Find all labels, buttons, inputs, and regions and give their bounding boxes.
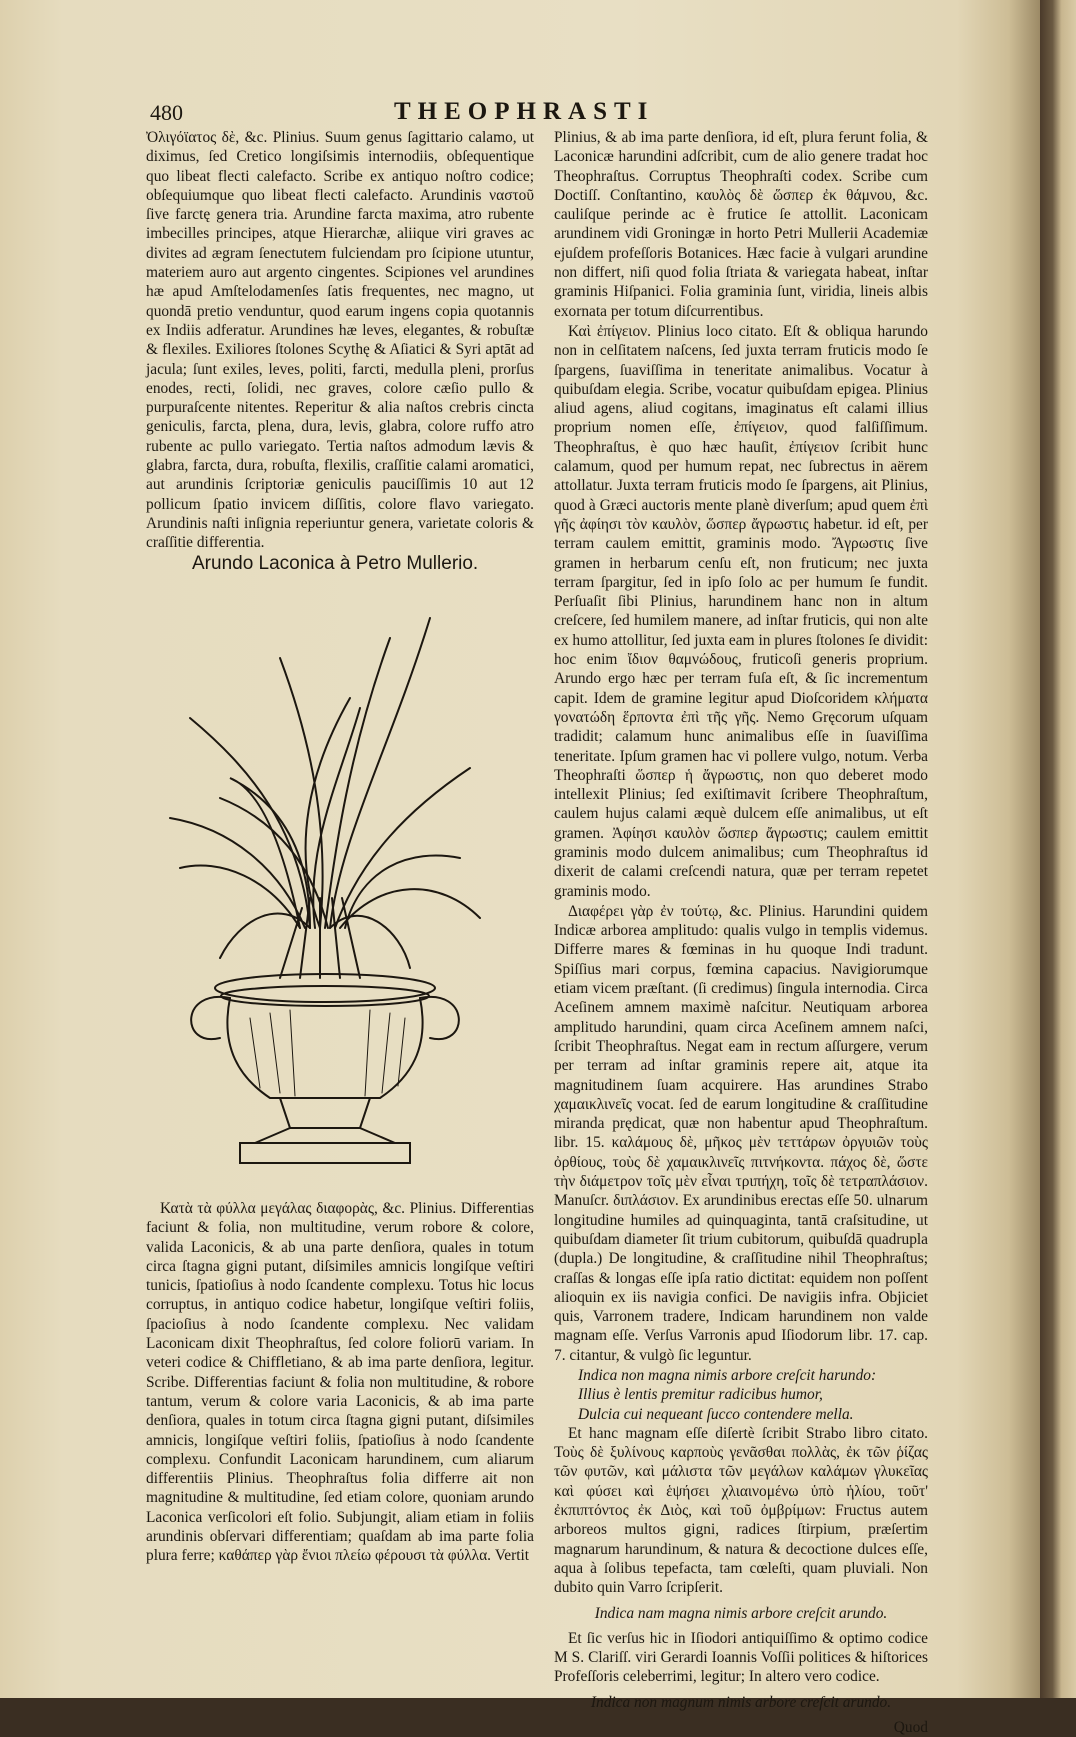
paragraph: Plinius, & ab ima parte denſiora, id eſt, plura ferunt folia, & Laconicæ harundini adſcribit, cum de alio genere tradat hoc Theophraſtus. Corruptus Theophraſti codex. Scribe cum Doctiſſ. Conſtantino, καυλὸς δὲ ὥσπερ ἐκ θάμνου, &c. cauliſque perinde ac è frutice ſe attollit. Laconicam arundinem vidi Groningæ in horto Petri Mullerii Academiæ ejuſdem profeſſoris Botanices. Hæc facie à vulgari arundine non differt, niſi quod folia ſtriata & variegata habeat, inſtar graminis Hiſpanici. Folia graminia ſunt, viridia, lineis albis exornata per totum diſcurrentibus. [554,129,928,320]
paragraph: Quod [893,1719,928,1737]
paragraph: Et ſic verſus hic in Iſiodori antiquiſſimo & optimo codice M S. Clariſſ. viri Gerardi Ioannis Voſſii politices & hiſtorices Profeſſoris celeberrimi, legitur; In altero vero codice. [554,1629,928,1686]
paragraph: Indica non magna nimis arbore creſcit harundo: [578,1367,877,1384]
page-number: 480 [150,100,183,125]
paragraph: Διαφέρει γὰρ ἐν τούτῳ, &c. Plinius. Harundini quidem Indicæ arborea amplitudo: qualis vulgo in templis videmus. Differre mares & fœminas in hu quoque Indi tradunt. Spiſſius mari corpus, fœmina capacius. Navigiorumque etiam vicem præſtant. (ſi credimus) ſingula internodia. Circa Aceſinem amnem maximè naſcitur. Neutiquam arborea amplitudo harundini, quam circa Aceſinem amnem naſci, ſcribit Theophraſtus. Negat eam in rectum aſſurgere, verum per terram ad inſtar graminis repere ait, atque ita magnitudinem ſuam acquirere. Has arundines Strabo χαμαικλινεῖς vocat. ſed de earum longitudine & craſſitudine miranda prędicat, quæ non habentur apud Theophraſtum. libr. 15. καλάμους δὲ, μῆκος μὲν τεττάρων ὀργυιῶν τοὺς ὀρθίους, τοὺς δὲ χαμαικλινεῖς πιτνήκοντα. πάχος δὲ, ὥστε τὴν διάμετρον τοῖς μὲν εἶναι τριπήχη, τοῖς δὲ τετραπλάσιον. Manuſcr. διπλάσιον. Ex arundinibus erectas eſſe 50. ulnarum longitudine humiles ad quinquaginta, tantā craſsitudine, ut quibuſdam diameter ſit trium cubitorum, quibuſdā quadrupla (dupla.) De longitudine, & craſſitudine nihil Theophraſtus; craſſas & longas eſſe ipſa ratio dictitat: equidem non poſſent alioquin ex iis navigia confici. De navigiis infra. Objiciet quis, Varronem tradere, Indicam harundinem non valde magnam eſſe. Verſus Varronis apud Iſiodorum libr. 17. cap. 7. citantur, & vulgò ſic leguntur. [554,902,928,1364]
paragraph: Καὶ ἐπίγειον. Plinius loco citato. Eſt & obliqua harundo non in celſitatem naſcens, ſed juxta terram fruticis modo ſe ſpargens, ſuaviſſima in teneritate animalibus. Vocatur à quibuſdam elegia. Scribe, vocatur quibuſdam epigea. Plinius aliud agens, aliud cogitans, imaginatus eſt calami illius proprium nomen eſſe, ἐπίγειον, quod falſiſſimum. Theophraſtus, è quo hæc hauſit, ἐπίγειον ſcribit hunc calamum, quod per humum repat, nec ſubrectus in aërem attollatur. Juxta terram fruticis modo ſe ſpargens, ait Plinius, quod à Græci auctoris mente planè diverſum; apud quem ἐπὶ γῆς ἀφίησι τὸν καυλὸν, ὥσπερ ἄγρωστις habetur. id eſt, per terram caulem emittit, graminis modo. Ἄγρωστις ſive gramen in herbarum cenſu eſt, non fruticum; nec juxta terram ſpargitur, ſed in ipſo ſolo ac per humum ſe fundit. Perſuaſit ſibi Plinius, harundinem hanc non in altum creſcere, ſed humilem manere, ad inſtar fruticis, qui non alte ex humo attollitur, ſed juxta eam in plures ſtolones ſe dividit: hoc enim ἴδιον θαμνώδους, fruticoſi generis proprium. Arundo ergo hæc per terram fuſa eſt, & ſic incrementum capit. Idem de gramine legitur apud Dioſcoridem κλήματα γονατώδη ἕρποντα ἐπὶ τῆς γῆς. Nemo Gręcorum uſquam tradidit; calamum hunc animalibus eſſe in ſuaviſſima teneritate. Ipſum gramen hac vi pollere vulgo, notum. Verba Theophraſti ὥσπερ ἡ ἄγρωστις, non quo deberet modo intellexit Plinius; ſed exiſtimavit ſcribere Theophraſtum, caulem hujus calami æquè dulcem eſſe animalibus, ut eſt gramen. Ἀφίησι καυλὸν ὥσπερ ἄγρωστις; caulem emittit graminis modo dulcem animalibus; cum Theophraſtus id dixerit de calami creſcendi natura, quæ per terram repetet graminis modo. [554,322,928,900]
paragraph: Κατὰ τὰ φύλλα μεγάλας διαφορὰς, &c. Plinius. Differentias faciunt & folia, non multitudine, verum robore & colore, valida Laconicis, & ab una parte denſiora, quales in totum circa ſtagna gigni putant, diſsimiles amnicis longiſque veſtiri tunicis, ſpatioſius à nodo ſcandente complexu. Totus hic locus corruptus, in antiquo codice habetur, longiſque veſtiri foliis, ſpacioſius à nodo ſcandente complexu. Nec validam Laconicam dixit Theophraſtus, ſed colore foliorū variam. In veteri codice & Chiffletiano, & ab ima parte denſiora, legitur. Scribe. Differentias faciunt & folia non multitudine, & robore tantum, verum & colore varia Laconicis, & ab ima parte denſiora, quales in totum circa ſtagna gigni putant, diſsimiles amnicis, longiſque veſtiri foliis, ſpatioſius à nodo ſcandente complexu. Confundit Laconicam harundinem, cum aliarum differentiis Plinius. Theophraſtus folia differre ait non magnitudine & multitudine, ſed etiam colore, quoniam arundo Laconica verſicolori eſt folio. Subjungit, aliam etiam in foliis arundinis obſervari differentiam; quaſdam ab ima parte folia plura ferre; καθάπερ γὰρ ἔνιοι πλείω φέρουσι τὰ φύλλα. Vertit [146,1200,534,1565]
paragraph: Indica nam magna nimis arbore creſcit arundo. [594,1604,888,1622]
reed-in-vase-woodcut [160,598,530,1188]
paragraph: Dulcia cui nequeant ſucco contendere mella. [578,1405,854,1423]
left-column-bottom [146,1199,534,1565]
right-column [554,128,928,1737]
paragraph: Illius è lentis premitur radicibus humor, [578,1386,823,1404]
running-head: THEOPHRASTI [394,98,655,125]
left-column-top [146,128,534,552]
book-gutter [1040,0,1076,1698]
figure-caption: Arundo Laconica à Petro Mullerio. [192,553,479,574]
paragraph: Indica non magnum nimis arbore creſcit arundo. [590,1693,892,1711]
paragraph: Et hanc magnam eſſe diſertè ſcribit Strabo libro citato. Τοὺς δὲ ξυλίνους καρποὺς γενᾶσθαι πολλὰς, ἐκ τῶν ῥίζας τῶν φυτῶν, καὶ μάλιστα τῶν μεγάλων καλάμων γλυκεῖας καὶ φύσει καὶ ἑψήσει χλιαινομένω ὑπὸ ἡλίου, τοῦτ' ἐκπιπτόντος ἐκ Διὸς, καὶ τοῦ ὀμβρίμων: Fructus autem arboreos multos gigni, radices ſtirpium, præſertim magnarum harundinum, & natura & decoctione dulces eſſe, aqua à ſolibus tepefacta, tam cœleſti, quam pluviali. Non dubito quin Varro ſcripſerit. [554,1424,928,1597]
page-header [150,98,1020,130]
paragraph: Ὀλιγόϊατος δὲ, &c. Plinius. Suum genus ſagittario calamo, ut diximus, ſed Cretico longiſsimis internodiis, obſequentique quo libeat flecti calefacto. Scribe ex antiquo noſtro codice; obſequiumque quo libeat flecti calefacto. Arundinis ναστοῦ ſive farctę genera tria. Arundine farcta maxima, atro rubente imbecilles principes, atque Hierarchæ, aliique viri graves ac divites ad ægram ſenectutem fulciendam pro ſcipione utuntur, materiem auro aut argento cingentes. Scipiones vel arundines hæ apud Amſtelodamenſes ſatis frequentes, nec magno, ut quondā pretio venduntur, quod earum ingens copia quotannis ex Indiis adferatur. Arundines hæ leves, elegantes, & robuſtæ & flexiles. Exiliores ſtolones Scythę & Aſiatici & Syri aptāt ad jacula; ſunt exiles, leves, politi, farcti, medulla pleni, prorſus enodes, recti, ſolidi, nec graves, colore cæſio pullo & purpuraſcente nitentes. Reperitur & alia naſtos crebris cincta geniculis, farcta, plena, dura, levis, glabra, colore ruffo atro rubente ac pullo variegato. Tertia naſtos admodum lævis & glabra, farcta, dura, robuſta, flexilis, craſſitie calami aromatici, aut arundinis ſcriptoriæ geniculis pauciſſimis 10 aut 12 pollicum ſpatio invicem diſſitis, colore flavo variegato. Arundinis naſti inſignia reperiuntur genera, varietate coloris & craſſitie differentia. [146,129,534,552]
